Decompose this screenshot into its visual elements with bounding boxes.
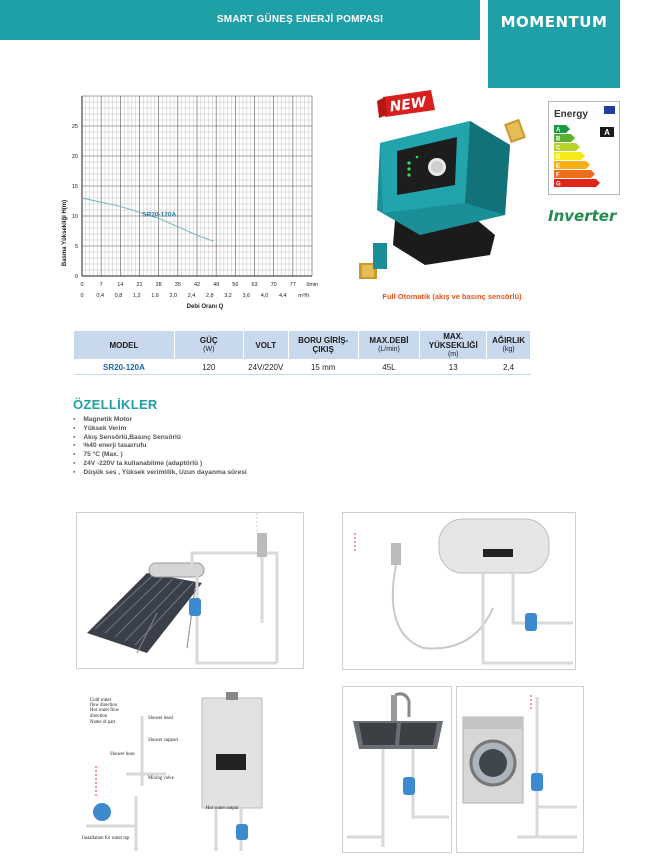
col-header-pipe: BORU GİRİŞ-ÇIKIŞ bbox=[288, 331, 358, 360]
x-tick-label: 1,2 bbox=[132, 293, 141, 299]
header-title: SMART GÜNEŞ ENERJİ POMPASI bbox=[216, 14, 384, 25]
x-unit-label: m³/h bbox=[298, 293, 310, 299]
cell-pipe: 15 mm bbox=[288, 360, 358, 375]
x-tick-label: 2,8 bbox=[205, 293, 214, 299]
energy-bar-label: E bbox=[556, 163, 561, 170]
brand-logo: MOMENTUM bbox=[500, 13, 608, 31]
x-tick-label: 3,6 bbox=[242, 293, 251, 299]
label-installation: Installation for water tap bbox=[82, 836, 130, 841]
performance-chart bbox=[55, 88, 325, 313]
y-tick-label: 20 bbox=[71, 154, 78, 160]
chart-xlabel: Debi Oranı Q bbox=[186, 304, 224, 310]
x-tick-label: 7 bbox=[99, 282, 103, 288]
x-tick-label: 2,0 bbox=[169, 293, 178, 299]
x-tick-label: 70 bbox=[270, 282, 277, 288]
col-header-volt: VOLT bbox=[243, 331, 288, 360]
x-tick-label: 0,4 bbox=[96, 293, 105, 299]
y-tick-label: 10 bbox=[71, 214, 78, 220]
chart-ylabel: Basma Yüksekliği H(m) bbox=[62, 199, 68, 267]
y-tick-label: 5 bbox=[74, 244, 78, 250]
energy-bar-label: F bbox=[556, 172, 560, 179]
x-tick-label: 42 bbox=[193, 282, 201, 288]
col-header-model: MODEL bbox=[74, 331, 175, 360]
energy-label bbox=[548, 101, 620, 195]
diagram-solar-heater bbox=[76, 512, 304, 669]
diagram-water-heater bbox=[342, 512, 576, 670]
pump-illustration bbox=[345, 85, 535, 285]
label-shower-head: Shower head bbox=[148, 716, 173, 721]
x-tick-label: 14 bbox=[117, 282, 124, 288]
list-item: ● %40 enerji tasarrufu bbox=[73, 441, 247, 450]
legend-flow-direction: flow direction bbox=[90, 703, 118, 708]
energy-bar-label: C bbox=[556, 145, 561, 152]
energy-bar bbox=[554, 179, 600, 187]
col-header-weight: AĞIRLIK (kg) bbox=[487, 331, 531, 360]
col-header-power: GÜÇ (W) bbox=[174, 331, 243, 360]
diagram-washing-machine bbox=[456, 686, 584, 853]
x-tick-label: 21 bbox=[136, 282, 143, 288]
x-tick-label: 2,4 bbox=[187, 293, 196, 299]
features-list bbox=[73, 415, 247, 477]
list-item: ● Magnetik Motor bbox=[73, 415, 247, 424]
y-tick-label: 15 bbox=[71, 184, 78, 190]
label-shower-hose: Shower hose bbox=[110, 752, 135, 757]
legend-hot-water-flow: Hot water flow bbox=[90, 708, 120, 713]
col-header-flow: MAX.DEBİ (L/min) bbox=[358, 331, 420, 360]
legend-name-of-part: Name of part bbox=[90, 720, 116, 725]
legend-cold-water: Cold water bbox=[90, 698, 112, 703]
energy-bar-label: B bbox=[556, 136, 561, 143]
spec-table bbox=[73, 330, 531, 375]
x-tick-label: 77 bbox=[289, 282, 296, 288]
list-item: ● Yüksek Verim bbox=[73, 424, 247, 433]
x-unit-label: l/min bbox=[306, 282, 319, 288]
new-badge-text: NEW bbox=[388, 94, 428, 116]
list-item: ● Düşük ses , Yüksek verimlilik, Uzun dayanma süresi bbox=[73, 468, 247, 477]
series-label: SR20-120A bbox=[142, 211, 177, 219]
x-tick-label: 4,4 bbox=[278, 293, 287, 299]
energy-bar-label: G bbox=[556, 181, 561, 188]
energy-class-value: A bbox=[604, 128, 610, 137]
legend-direction: direction bbox=[90, 714, 108, 719]
diagram-shower-installation bbox=[76, 686, 302, 856]
cell-height: 13 bbox=[420, 360, 487, 375]
cell-model: SR20-120A bbox=[74, 360, 175, 375]
label-shower-support: Shower support bbox=[148, 738, 179, 743]
chart-grid bbox=[82, 96, 312, 276]
x-tick-label: 49 bbox=[213, 282, 220, 288]
x-tick-label: 1,6 bbox=[151, 293, 159, 299]
x-tick-label: 56 bbox=[232, 282, 239, 288]
x-tick-label: 0 bbox=[80, 293, 84, 299]
chart-series bbox=[82, 198, 213, 241]
cell-weight: 2,4 bbox=[487, 360, 531, 375]
new-badge bbox=[377, 90, 435, 118]
list-item: ● Akış Sensörlü,Basınç Sensörlü bbox=[73, 433, 247, 442]
x-tick-label: 63 bbox=[251, 282, 258, 288]
diagram-kitchen-sink bbox=[342, 686, 452, 853]
energy-bar bbox=[554, 170, 595, 178]
label-hot-water-output: Hot water output bbox=[206, 806, 239, 811]
table-header-row bbox=[74, 331, 531, 360]
product-caption: Full Otomatik (akış ve basınç sensörlü) bbox=[382, 292, 522, 301]
x-tick-label: 3,2 bbox=[224, 293, 232, 299]
list-item: ● 75 °C (Max. ) bbox=[73, 450, 247, 459]
x-tick-label: 28 bbox=[155, 282, 162, 288]
energy-bar-label: D bbox=[556, 154, 561, 161]
series-line bbox=[82, 198, 213, 241]
cell-flow: 45L bbox=[358, 360, 420, 375]
eu-flag-icon bbox=[604, 106, 615, 114]
table-row bbox=[74, 360, 531, 375]
features-title: ÖZELLİKLER bbox=[73, 397, 158, 412]
y-tick-label: 25 bbox=[71, 124, 78, 130]
x-tick-label: 35 bbox=[174, 282, 181, 288]
inverter-logo: Inverter bbox=[548, 207, 617, 225]
y-tick-label: 0 bbox=[74, 274, 78, 280]
label-mixing-valve: Mixing valve bbox=[148, 776, 174, 781]
col-header-height: MAX. YÜKSEKLİĞİ (m) bbox=[420, 331, 487, 360]
x-tick-label: 4,0 bbox=[260, 293, 269, 299]
cell-power: 120 bbox=[174, 360, 243, 375]
energy-label-title: Energy bbox=[554, 109, 588, 120]
energy-bar-label: A bbox=[556, 127, 561, 134]
cell-volt: 24V/220V bbox=[243, 360, 288, 375]
x-tick-label: 0,8 bbox=[114, 293, 123, 299]
x-tick-label: 0 bbox=[80, 282, 84, 288]
list-item: ● 24V -220V ta kullanabilme (adaptörlü ) bbox=[73, 459, 247, 468]
